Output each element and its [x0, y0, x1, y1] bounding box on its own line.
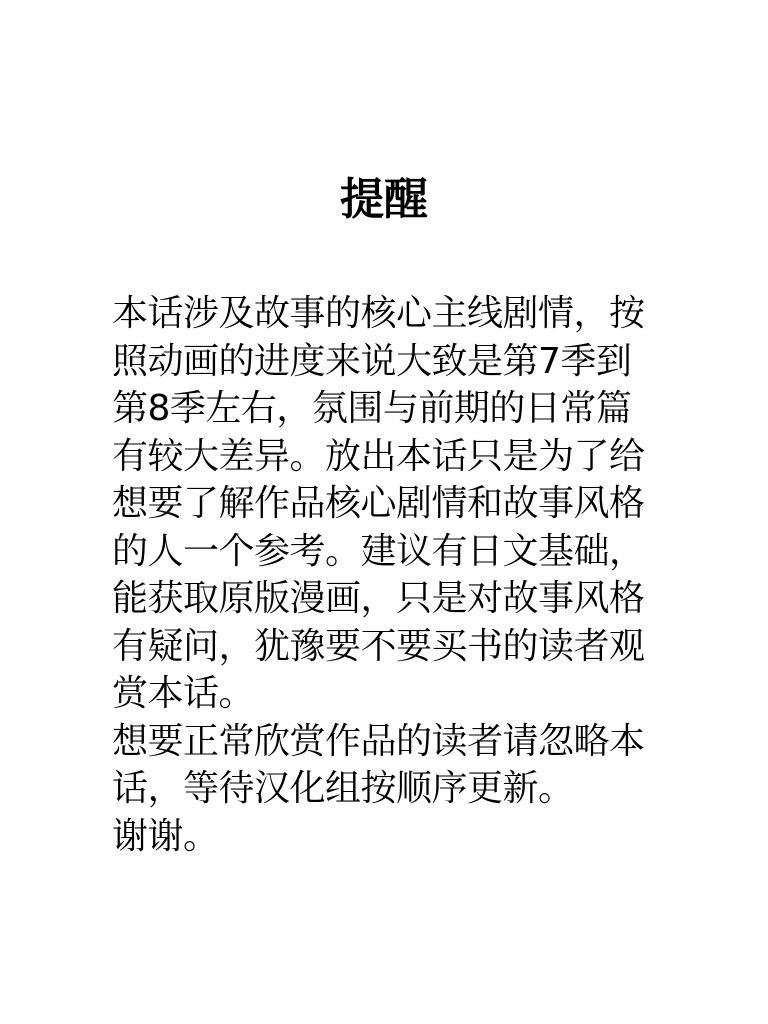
notice-line: 有较大差异。放出本话只是为了给: [112, 435, 645, 477]
page-title: 提醒: [340, 174, 428, 225]
notice-line: 第8季左右，氛围与前期的日常篇: [112, 388, 632, 429]
notice-line: 本话涉及故事的核心主线剧情，按: [112, 293, 645, 334]
notice-line: 照动画的进度来说大致是第7季到: [112, 340, 632, 382]
notice-text: [112, 290, 656, 860]
notice-line: 有疑问，犹豫要不要买书的读者观: [112, 625, 645, 667]
notice-line: 谢谢。: [112, 815, 219, 857]
notice-line: 能获取原版漫画，只是对故事风格: [112, 578, 645, 619]
notice-line: 话，等待汉化组按顺序更新。: [112, 768, 574, 809]
notice-line: 赏本话。: [112, 673, 255, 714]
notice-line: 的人一个参考。建议有日文基础，: [112, 530, 645, 572]
notice-line: 想要正常欣赏作品的读者请忽略本: [112, 720, 645, 762]
notice-line: 想要了解作品核心剧情和故事风格: [112, 483, 645, 524]
